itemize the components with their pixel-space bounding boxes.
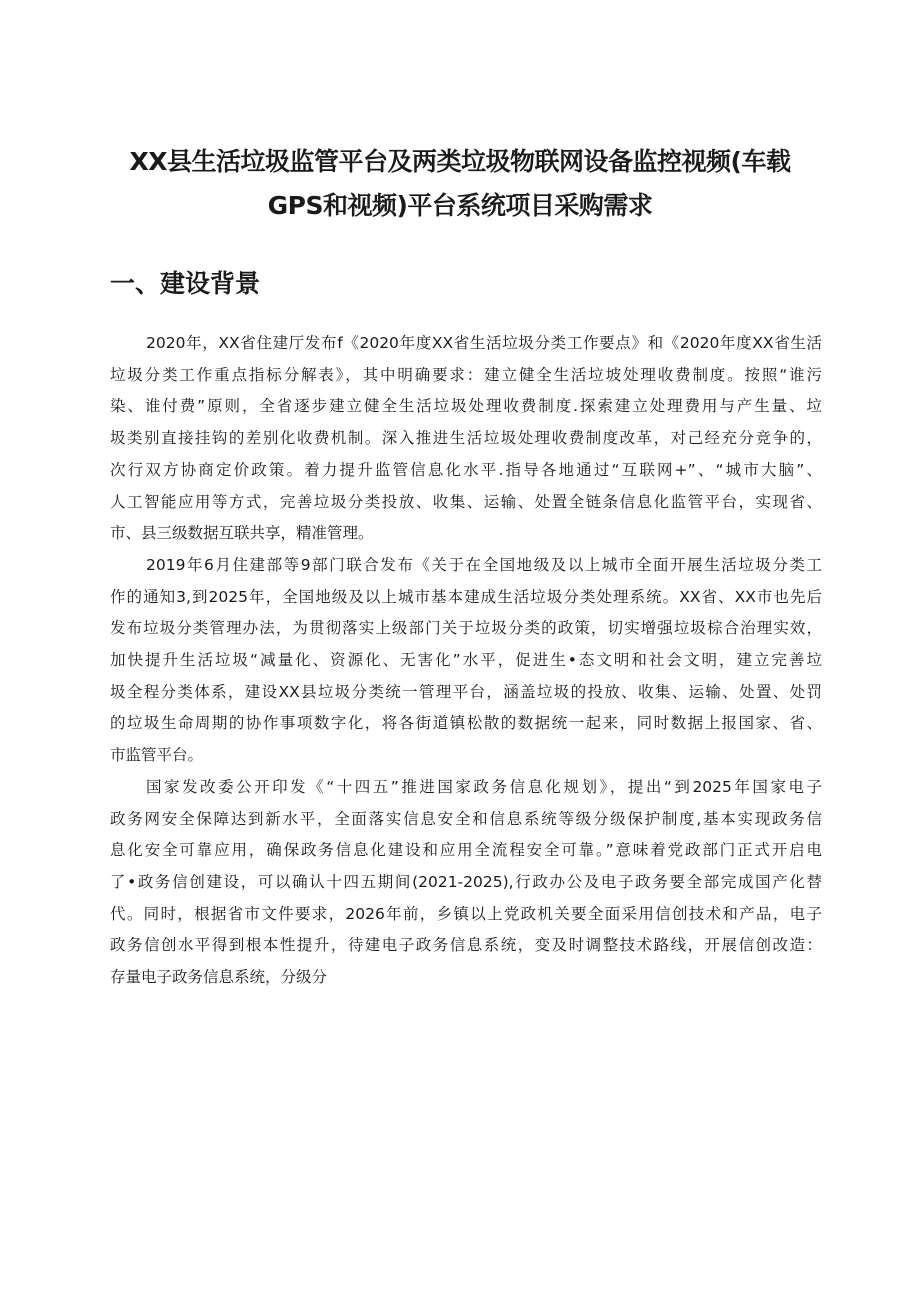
- paragraph-line: 染、谁付费”原则，全省逐步建立健全生活垃圾处理收费制度.探索建立处理费用与产生量、垃: [110, 397, 822, 416]
- paragraph-line: 加快提升生活垃圾“减量化、资源化、无害化”水平，促进生•态文明和社会文明，建立完善垃: [110, 651, 822, 670]
- paragraph-1: [110, 328, 822, 550]
- document-title: [110, 140, 810, 228]
- paragraph-line: 圾全程分类体系，建设XX县垃圾分类统一管理平台，涵盖垃圾的投放、收集、运输、处置、处罚: [110, 682, 822, 701]
- section-heading: 一、建设背景: [110, 269, 261, 298]
- paragraph-line: 息化安全可靠应用，确保政务信息化建设和应用全流程安全可靠。”意味着党政部门正式开启电: [110, 841, 822, 860]
- paragraph-3: [110, 772, 822, 994]
- paragraph-line: 人工智能应用等方式，完善垃圾分类投放、收集、运输、处置全链条信息化监管平台，实现省、: [110, 492, 822, 511]
- paragraph-line: 了•政务信创建设，可以确认十四五期间(2021-2025),行政办公及电子政务要全部完成国产化替: [110, 872, 822, 891]
- paragraph-line: 代。同时，根据省市文件要求，2026年前，乡镇以上党政机关要全面采用信创技术和产品，电子: [110, 904, 822, 923]
- paragraph-line: 发布垃圾分类管理办法，为贯彻落实上级部门关于垃圾分类的政策，切实增强垃圾棕合治理实效，: [110, 619, 822, 638]
- paragraph-line: 市监管平台。: [110, 746, 204, 765]
- title-line-1: XX县生活垃圾监管平台及两类垃圾物联网设备监控视频(车载: [129, 147, 791, 176]
- paragraph-2: [110, 550, 822, 772]
- paragraph-line: 圾类别直接挂钩的差别化收费机制。深入推进生活垃圾处理收费制度改革，对己经充分竞争的，: [110, 429, 822, 448]
- body-text: [110, 328, 822, 994]
- paragraph-line: 2020年，XX省住建厅发布f《2020年度XX省生活垃圾分类工作要点》和《2020年度XX省生活: [146, 334, 822, 352]
- paragraph-line: 2019年6月住建部等9部门联合发布《关于在全国地级及以上城市全面开展生活垃圾分类工: [146, 555, 822, 574]
- title-line-2: GPS和视频)平台系统项目采购需求: [267, 191, 653, 220]
- paragraph-line: 存量电子政务信息系统，分级分: [110, 968, 328, 987]
- paragraph-line: 政务网安全保障达到新水平，全面落实信息安全和信息系统等级分级保护制度,基本实现政务信: [110, 809, 822, 828]
- paragraph-line: 国家发改委公开印发《“十四五”推进国家政务信息化规划》，提出“到2025年国家电子: [146, 777, 822, 796]
- paragraph-line: 市、县三级数据互联共享，精准管理。: [110, 524, 374, 543]
- paragraph-line: 政务信创水平得到根本性提升，待建电子政务信息系统，变及时调整技术路线，开展信创改造：: [110, 936, 822, 955]
- paragraph-line: 作的通知3,到2025年，全国地级及以上城市基本建成生活垃圾分类处理系统。XX省、XX市也先后: [110, 587, 822, 606]
- paragraph-line: 次行双方协商定价政策。着力提升监管信息化水平.指导各地通过“互联网+”、“城市大脑”、: [110, 460, 822, 479]
- paragraph-line: 的垃圾生命周期的协作事项数字化，将各街道镇松散的数据统一起来，同时数据上报国家、省、: [110, 714, 822, 733]
- paragraph-line: 垃圾分类工作重点指标分解表》，其中明确要求：建立健全生活垃坡处理收费制度。按照“谁污: [110, 365, 822, 384]
